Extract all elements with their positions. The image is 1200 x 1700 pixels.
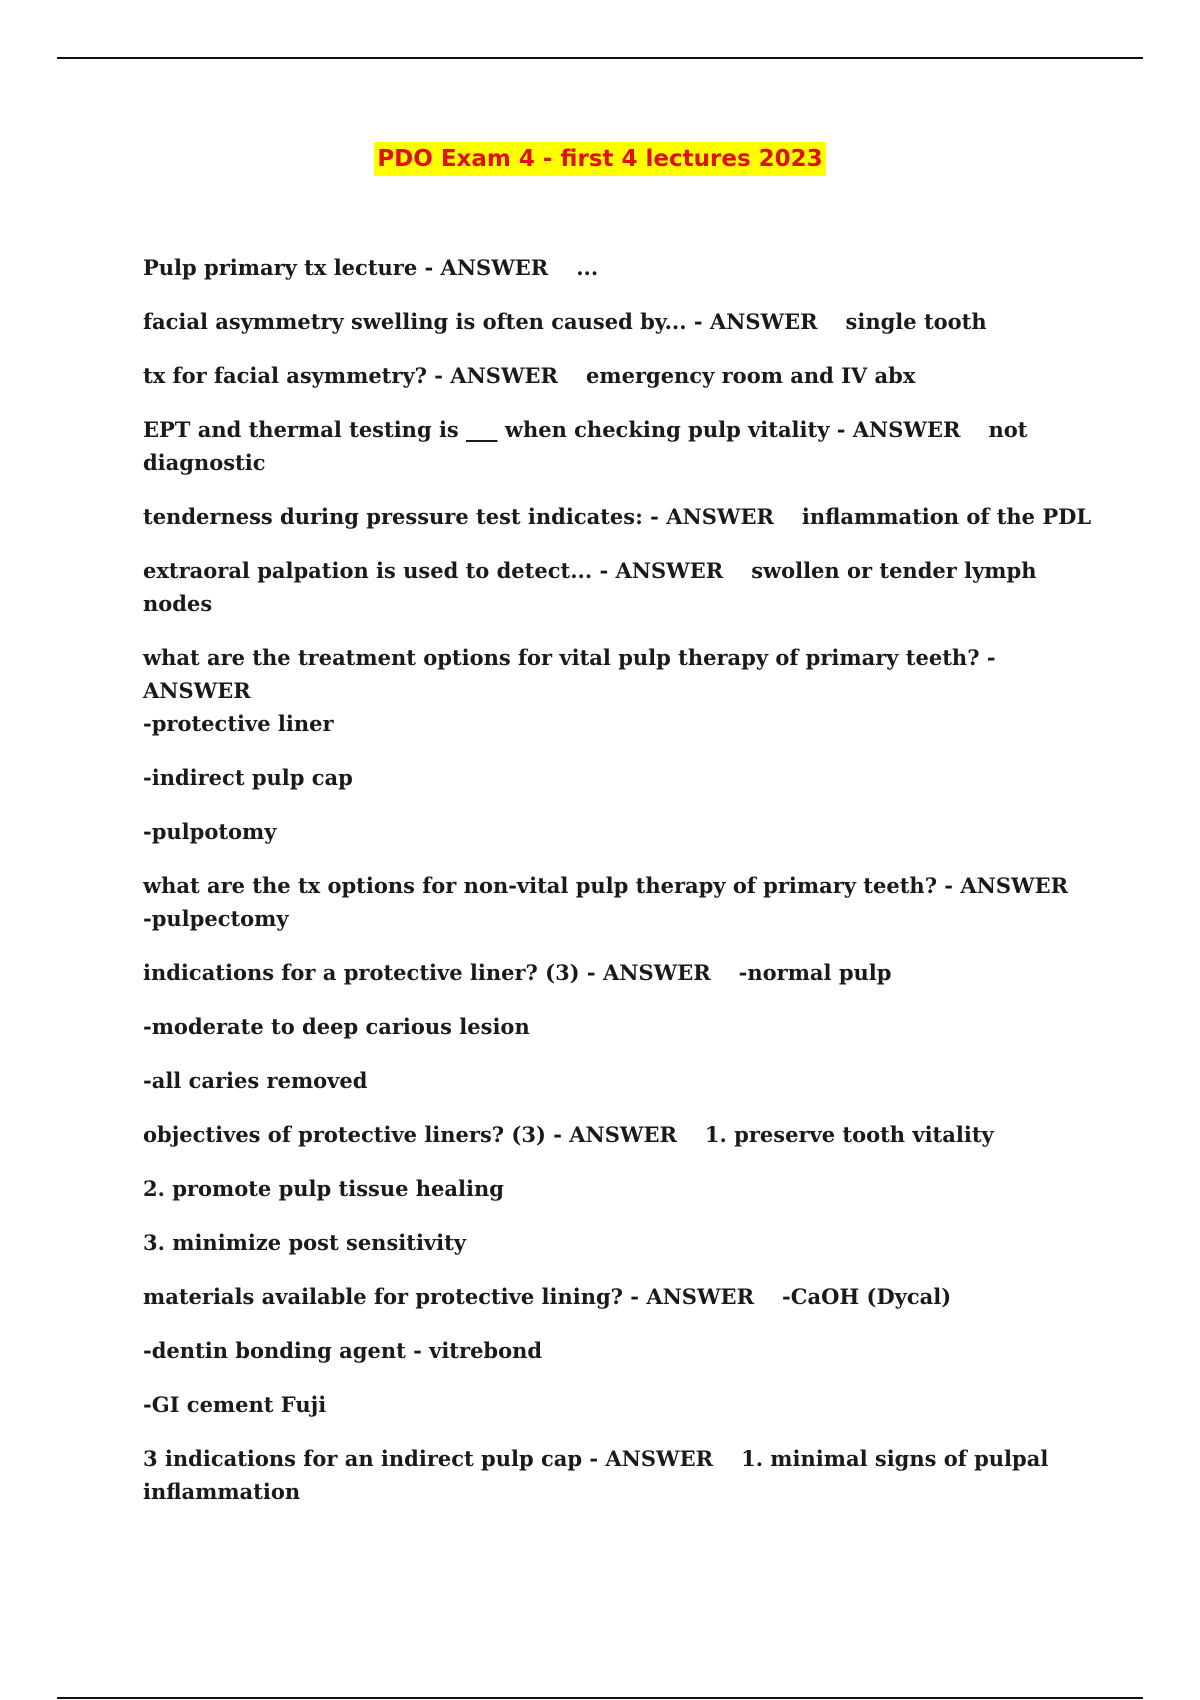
answer-text: -protective liner bbox=[143, 711, 334, 736]
question-text: EPT and thermal testing is ___ when checking pulp vitality - ANSWER bbox=[143, 417, 961, 442]
answer-text: -pulpectomy bbox=[143, 906, 289, 931]
answer-text: emergency room and IV abx bbox=[586, 363, 916, 388]
top-rule bbox=[57, 57, 1143, 59]
answer-continuation bbox=[143, 1388, 1093, 1421]
answer-continuation bbox=[143, 1334, 1093, 1367]
qa-entry bbox=[143, 641, 1093, 740]
question-text: indications for a protective liner? (3) - ANSWER bbox=[143, 960, 711, 985]
qa-list bbox=[143, 251, 1093, 1529]
question-text: Pulp primary tx lecture - ANSWER bbox=[143, 255, 549, 280]
qa-entry bbox=[143, 1280, 1093, 1313]
answer-continuation bbox=[143, 1010, 1093, 1043]
answer-text: inflammation of the PDL bbox=[801, 504, 1092, 529]
answer-text: 1. preserve tooth vitality bbox=[704, 1122, 994, 1147]
question-text: objectives of protective liners? (3) - ANSWER bbox=[143, 1122, 677, 1147]
qa-entry bbox=[143, 956, 1093, 989]
answer-text: 3. minimize post sensitivity bbox=[143, 1230, 467, 1255]
question-text: extraoral palpation is used to detect... - ANSWER bbox=[143, 558, 724, 583]
question-text: tx for facial asymmetry? - ANSWER bbox=[143, 363, 558, 388]
qa-entry bbox=[143, 554, 1093, 620]
answer-text: -indirect pulp cap bbox=[143, 765, 353, 790]
answer-text: ... bbox=[576, 255, 599, 280]
question-text: tenderness during pressure test indicates: - ANSWER bbox=[143, 504, 774, 529]
qa-entry bbox=[143, 251, 1093, 284]
qa-entry bbox=[143, 359, 1093, 392]
qa-entry bbox=[143, 305, 1093, 338]
answer-text: -pulpotomy bbox=[143, 819, 277, 844]
answer-text: -dentin bonding agent - vitrebond bbox=[143, 1338, 543, 1363]
answer-continuation bbox=[143, 761, 1093, 794]
answer-text: 1. minimal signs of pulpal inflammation bbox=[143, 1446, 1056, 1504]
answer-continuation bbox=[143, 815, 1093, 848]
answer-continuation bbox=[143, 1226, 1093, 1259]
answer-text: -CaOH (Dycal) bbox=[782, 1284, 952, 1309]
answer-text: 2. promote pulp tissue healing bbox=[143, 1176, 504, 1201]
title-wrap bbox=[0, 142, 1200, 176]
answer-continuation bbox=[143, 1064, 1093, 1097]
answer-continuation bbox=[143, 1172, 1093, 1205]
answer-text: -moderate to deep carious lesion bbox=[143, 1014, 530, 1039]
question-text: materials available for protective lining? - ANSWER bbox=[143, 1284, 755, 1309]
question-text: what are the treatment options for vital pulp therapy of primary teeth? - ANSWER bbox=[143, 645, 1003, 703]
document-title: PDO Exam 4 - first 4 lectures 2023 bbox=[374, 142, 825, 176]
answer-text: not diagnostic bbox=[143, 417, 1035, 475]
answer-text: -normal pulp bbox=[738, 960, 892, 985]
qa-entry bbox=[143, 500, 1093, 533]
answer-text: -GI cement Fuji bbox=[143, 1392, 327, 1417]
question-text: 3 indications for an indirect pulp cap - ANSWER bbox=[143, 1446, 714, 1471]
qa-entry bbox=[143, 1118, 1093, 1151]
answer-text: single tooth bbox=[845, 309, 987, 334]
answer-text: swollen or tender lymph nodes bbox=[143, 558, 1044, 616]
qa-entry bbox=[143, 869, 1093, 935]
bottom-rule bbox=[57, 1697, 1143, 1699]
answer-text: -all caries removed bbox=[143, 1068, 368, 1093]
question-text: what are the tx options for non-vital pulp therapy of primary teeth? - ANSWER bbox=[143, 873, 1069, 898]
question-text: facial asymmetry swelling is often caused by... - ANSWER bbox=[143, 309, 818, 334]
qa-entry bbox=[143, 413, 1093, 479]
qa-entry bbox=[143, 1442, 1093, 1508]
